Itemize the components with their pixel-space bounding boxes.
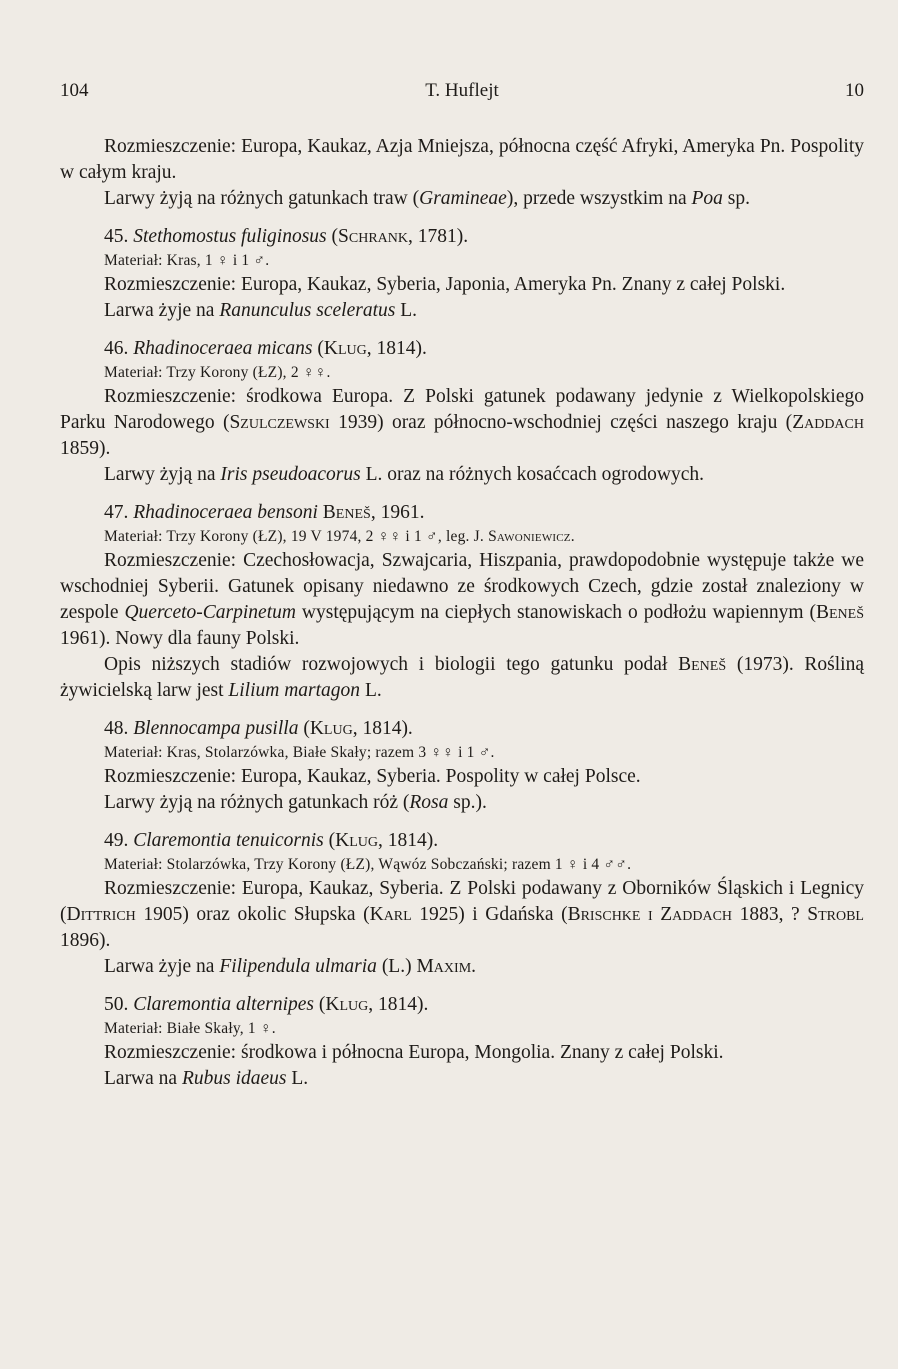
intro-distribution: Rozmieszczenie: Europa, Kaukaz, Azja Mniejsza, północna część Afryki, Ameryka Pn. Pospolity w całym kraju. bbox=[60, 136, 864, 183]
distribution-46: Rozmieszczenie: środkowa Europa. Z Polski gatunek podawany jedynie z Wielkopolskiego Parku Narodowego (Szulczewski 1939) oraz północno-wschodniej części naszego kraju (Zaddach 1859). bbox=[60, 386, 864, 459]
species-entry-47: 47. Rhadinoceraea bensoni Beneš, 1961. bbox=[104, 502, 425, 523]
distribution-47: Rozmieszczenie: Czechosłowacja, Szwajcaria, Hiszpania, prawdopodobnie występuje także we wschodniej Syberii. Gatunek opisany niedawno ze środkowych Czech, gdzie został znaleziony w zespole Querceto-Carpinetum występującym na ciepłych stanowiskach o podłożu wapiennym (Beneš 1961). Nowy dla fauny Polski. bbox=[60, 550, 864, 649]
larva-49: Larwa żyje na Filipendula ulmaria (L.) Maxim. bbox=[104, 956, 477, 977]
material-50: Materiał: Białe Skały, 1 ♀. bbox=[104, 1020, 276, 1037]
distribution-50: Rozmieszczenie: środkowa i północna Europa, Mongolia. Znany z całej Polski. bbox=[104, 1042, 724, 1063]
intro-larva: Larwy żyją na różnych gatunkach traw (Gramineae), przede wszystkim na Poa sp. bbox=[104, 188, 751, 209]
material-49: Materiał: Stolarzówka, Trzy Korony (ŁZ), Wąwóz Sobczański; razem 1 ♀ i 4 ♂♂. bbox=[104, 856, 632, 873]
material-46: Materiał: Trzy Korony (ŁZ), 2 ♀♀. bbox=[104, 364, 331, 381]
species-entry-50: 50. Claremontia alternipes (Klug, 1814). bbox=[104, 994, 429, 1015]
larva-46: Larwy żyją na Iris pseudoacorus L. oraz na różnych kosaćcach ogrodowych. bbox=[104, 464, 704, 485]
species-entry-48: 48. Blennocampa pusilla (Klug, 1814). bbox=[104, 718, 413, 739]
larva-45: Larwa żyje na Ranunculus sceleratus L. bbox=[104, 300, 417, 321]
page-body bbox=[60, 134, 864, 1092]
running-header bbox=[60, 80, 864, 108]
species-entry-46: 46. Rhadinoceraea micans (Klug, 1814). bbox=[104, 338, 427, 359]
larva-50: Larwa na Rubus idaeus L. bbox=[104, 1068, 309, 1089]
species-entry-49: 49. Claremontia tenuicornis (Klug, 1814). bbox=[104, 830, 439, 851]
species-entry-45: 45. Stethomostus fuliginosus (Schrank, 1781). bbox=[104, 226, 469, 247]
biology-47: Opis niższych stadiów rozwojowych i biologii tego gatunku podał Beneš (1973). Rośliną żywicielską larw jest Lilium martagon L. bbox=[60, 654, 865, 701]
material-45: Materiał: Kras, 1 ♀ i 1 ♂. bbox=[104, 252, 270, 269]
material-48: Materiał: Kras, Stolarzówka, Białe Skały; razem 3 ♀♀ i 1 ♂. bbox=[104, 744, 495, 761]
page-number-left: 104 bbox=[60, 80, 89, 101]
material-47: Materiał: Trzy Korony (ŁZ), 19 V 1974, 2 ♀♀ i 1 ♂, leg. J. Sawoniewicz. bbox=[104, 528, 575, 545]
page bbox=[60, 80, 864, 1092]
distribution-48: Rozmieszczenie: Europa, Kaukaz, Syberia. Pospolity w całej Polsce. bbox=[104, 766, 641, 787]
larva-48: Larwy żyją na różnych gatunkach róż (Rosa sp.). bbox=[104, 792, 487, 813]
distribution-45: Rozmieszczenie: Europa, Kaukaz, Syberia, Japonia, Ameryka Pn. Znany z całej Polski. bbox=[104, 274, 786, 295]
page-number-right: 10 bbox=[845, 80, 864, 101]
running-author: T. Huflejt bbox=[425, 80, 499, 101]
distribution-49: Rozmieszczenie: Europa, Kaukaz, Syberia. Z Polski podawany z Oborników Śląskich i Legnicy (Dittrich 1905) oraz okolic Słupska (Karl 1925) i Gdańska (Brischke i Zaddach 1883, ? Strobl 1896). bbox=[60, 878, 864, 951]
